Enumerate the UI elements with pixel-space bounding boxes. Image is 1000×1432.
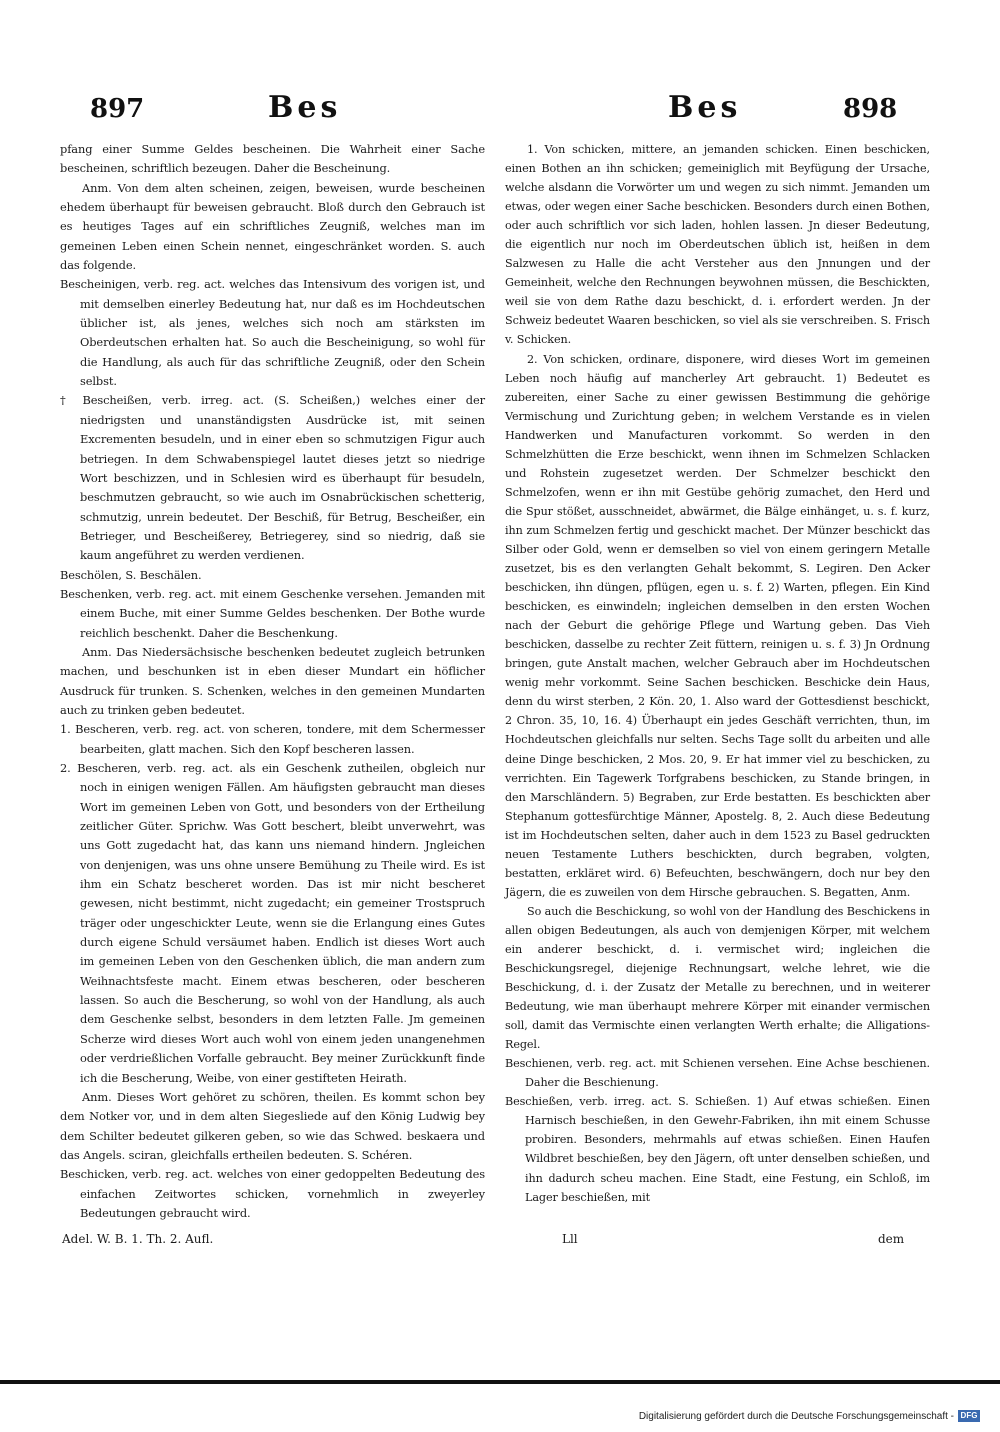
running-head-right: Bes <box>668 90 742 125</box>
signature-mark: Adel. W. B. 1. Th. 2. Aufl. <box>62 1232 214 1246</box>
entry-beschiessen: Beschießen, verb. irreg. act. S. Schießen. 1) Auf etwas schießen. Einen Harnisch beschießen, in den Gewehr-Fabriken, ihn mit einem Schusse probiren. Besonders, mehrmahls auf etwas schießen. Einen Haufen Wildbret beschießen, bey den Jägern, oft unter denselben schießen, und ihn dadurch scheu machen. Eine Stadt, eine Festung, ein Schloß, im Lager beschießen, mit <box>505 1095 930 1204</box>
bottom-rule <box>0 1380 1000 1384</box>
digitization-credit: Digitalisierung gefördert durch die Deutsche Forschungsgemeinschaft - <box>638 1411 954 1422</box>
entry-bescheren-1: 1. Bescheren, verb. reg. act. von scheren, tondere, mit dem Schermesser bearbeiten, glatt machen. Sich den Kopf bescheren lassen. <box>60 722 485 756</box>
dfg-logo: DFG <box>958 1410 980 1422</box>
page-number-right: 898 <box>843 94 898 124</box>
running-head-left: Bes <box>268 90 342 125</box>
entry-bescheissen: † Bescheißen, verb. irreg. act. (S. Scheißen,) welches einer der niedrigsten und unanständigsten Ausdrücke ist, mit seinen Excrementen besudeln, und in einer eben so schmutzigen Figur auch betriegen. In dem Schwabenspiegel lautet dieses jetzt so niedrige Wort beschizzen, und in Schlesien wird es überhaupt für besudeln, beschmutzen gebraucht, so wie auch im Osnabrückischen schetterig, schmutzig, unrein bedeutet. Der Beschiß, für Betrug, Bescheißer, ein Betrieger, und Bescheißerey, Betriegerey, sind so niedrig, daß sie kaum angeführet zu werden verdienen. <box>60 393 485 563</box>
entry-sense-2: 2. Von schicken, ordinare, disponere, wird dieses Wort im gemeinen Leben noch häufig auf mancherley Art gebraucht. 1) Bedeutet es zubereiten, einer Sache zu einer gewissen Bestimmung die gehörige Vermischung und Zurichtung geben; in welchem Verstande es in vielen Handwerken und Manufacturen vorkommt. So werden in den Schmelzhütten die Erze beschickt, wenn ihnen im Schmelzen Schlacken und Rohstein zugesetzet werden. Der Schmelzer beschickt den Schmelzofen, wenn er ihn mit Gestübe gehörig zumachet, den Herd und die Spur stößet, ausschneidet, abwärmet, die Bälge einhänget, u. s. f. kurz, ihn zum Schmelzen fertig und geschickt machet. Der Münzer beschickt das Silber oder Gold, wenn er demselben so viel von einem geringern Metalle zusetzet, bis es den verlangten Gehalt bekommt, S. Legiren. Den Acker beschicken, ihn düngen, pflügen, egen u. s. f. 2) Warten, pflegen. Ein Kind beschicken, es einwindeln; ingleichen demselben in den ersten Wochen nach der Geburt die gehörige Pflege und Wartung geben. Das Vieh beschicken, dasselbe zu rechter Zeit füttern, reinigen u. s. f. 3) Jn Ordnung bringen, gute Anstalt machen, welcher Gebrauch aber im Hochdeutschen wenig mehr vorkommt. Seine Sachen beschicken. Beschicke dein Haus, denn du wirst sterben, 2 Kön. 20, 1. Also ward der Gottesdienst beschickt, 2 Chron. 35, 10, 16. 4) Überhaupt ein jedes Geschäft verrichten, thun, im Hochdeutschen gleichfalls nur selten. Sechs Tage sollt du arbeiten und alle deine Dinge beschicken, 2 Mos. 20, 9. Er hat immer viel zu beschicken, zu verrichten. Ein Tagewerk Torfgrabens beschicken, zu Stande bringen, in den Marschländern. 5) Begraben, zur Erde bestatten. Es beschickten aber Stephanum gottesfürchtige Männer, Apostelg. 8, 2. Auch diese Bedeutung ist im Hochdeutschen selten, daher auch in dem 1523 zu Basel gedruckten neuen Testamente Luthers beschickten, durch begraben, volgten, bestatten, erkläret wird. 6) Befeuchten, beschwängern, doch nur bey den Jägern, die es zuweilen von dem Hirsche gebrauchen. S. Begatten, Anm. <box>505 352 930 899</box>
entry-text: pfang einer Summe Geldes bescheinen. Die Wahrheit einer Sache bescheinen, schriftlich bezeugen. Daher die Bescheinung. <box>60 142 485 176</box>
entry-beschienen: Beschienen, verb. reg. act. mit Schienen versehen. Eine Achse beschienen. Daher die Beschienung. <box>505 1057 930 1090</box>
right-column <box>505 140 930 1207</box>
entry-bescholen: Beschölen, S. Beschälen. <box>60 567 202 582</box>
entry-beschenken: Beschenken, verb. reg. act. mit einem Geschenke versehen. Jemanden mit einem Buche, mit einer Summe Geldes beschenken. Der Bothe wurde reichlich beschenkt. Daher die Beschenkung. <box>60 586 485 640</box>
signature-mark: Lll <box>562 1232 578 1246</box>
left-column <box>60 140 485 1223</box>
catchword: dem <box>878 1232 905 1246</box>
entry-sense-1: 1. Von schicken, mittere, an jemanden schicken. Einen beschicken, einen Bothen an ihn schicken; gemeiniglich mit Beyfügung der Ursache, welche alsdann die Vorwörter um und wegen zu sich nimmt. Jemanden um etwas, oder wegen einer Sache beschicken. Besonders durch einen Bothen, oder auch schriftlich vor sich laden, hohlen lassen. Jn dieser Bedeutung, die eigentlich nur noch im Oberdeutschen üblich ist, heißen in dem Salzwesen zu Halle die acht Versteher aus den Jnnungen und der Gemeinheit, welche den Rechnungen beywohnen müssen, die Beschickten, weil sie von dem Rathe dazu beschickt, d. i. erfordert werden. Jn der Schweiz bedeutet Waaren beschicken, so viel als sie verschreiben. S. Frisch v. Schicken. <box>505 143 930 347</box>
entry-beschickung: So auch die Beschickung, so wohl von der Handlung des Beschickens in allen obigen Bedeutungen, als auch von demjenigen Körper, mit welchem ein anderer beschickt, d. i. vermischet wird; ingleichen die Beschickungsregel, diejenige Rechnungsart, welche lehret, wie die Beschickung, d. i. der Zusatz der Metalle zu berechnen, und in weiterer Bedeutung, wie man überhaupt mehrere Körper mit einander vermischen soll, damit das Vermischte einen verlangten Werth erhalte; die Alligations-Regel. <box>505 904 930 1052</box>
entry-note: Anm. Dieses Wort gehöret zu schören, theilen. Es kommt schon bey dem Notker vor, und in dem alten Siegesliede auf den König Ludwig bey dem Schilter bedeutet gilkeren geben, so wie das Schwed. beskaera und das Angels. sciran, gleichfalls ertheilen bedeuten. S. Schéren. <box>60 1089 485 1162</box>
entry-bescheinigen: Bescheinigen, verb. reg. act. welches das Intensivum des vorigen ist, und mit demselben einerley Bedeutung hat, nur daß es im Hochdeutschen üblicher ist, als jenes, welches sich noch am stärksten im Oberdeutschen erhalten hat. So auch die Bescheinigung, so wohl für die Handlung, als auch für das schriftliche Zeugniß, oder den Schein selbst. <box>60 277 485 389</box>
entry-beschicken: Beschicken, verb. reg. act. welches von einer gedoppelten Bedeutung des einfachen Zeitwortes schicken, vornehmlich in zweyerley Bedeutungen gebraucht wird. <box>60 1167 485 1220</box>
entry-note: Anm. Das Niedersächsische beschenken bedeutet zugleich betrunken machen, und beschunken ist in eben dieser Mundart ein höflicher Ausdruck für trunken. S. Schenken, welches in den gemeinen Mundarten auch zu trinken geben bedeutet. <box>60 644 485 717</box>
entry-bescheren-2: 2. Bescheren, verb. reg. act. als ein Geschenk zutheilen, obgleich nur noch in einigen wenigen Fällen. Am häufigsten gebraucht man dieses Wort im gemeinen Leben von Gott, und besonders von der Ertheilung zeitlicher Güter. Sprichw. Was Gott beschert, bleibt unverwehrt, was uns Gott zugedacht hat, das kann uns niemand hindern. Jngleichen von denjenigen, was uns ohne unsere Bemühung zu Theile wird. Es ist ihm ein Schatz bescheret worden. Das ist mir nicht bescheret gewesen, nicht bestimmt, nicht zugedacht; ein gemeiner Trostspruch träger oder ungeschickter Leute, wenn sie die Erlangung eines Gutes durch eigene Schuld versäumet haben. Endlich ist dieses Wort auch im gemeinen Leben von den Geschenken üblich, die man andern zum Weihnachtsfeste macht. Einem etwas bescheren, oder bescheren lassen. So auch die Bescherung, so wohl von der Handlung, als auch dem Geschenke selbst, besonders in dem letzten Falle. Jm gemeinen Scherze wird dieses Wort auch wohl von einem jeden unangenehmen oder verdrießlichen Vorfalle gebraucht. Bey meiner Zurückkunft finde ich die Bescherung, Weibe, von einer gestifteten Heirath. <box>60 761 485 1085</box>
entry-note: Anm. Von dem alten scheinen, zeigen, beweisen, wurde bescheinen ehedem überhaupt für beweisen gebraucht. Bloß durch den Gebrauch ist es heutiges Tages auf ein schriftliches Zeugniß, welches man im gemeinen Leben einen Schein nennet, eingeschränket worden. S. auch das folgende. <box>60 180 485 273</box>
page-number-left: 897 <box>90 94 145 124</box>
